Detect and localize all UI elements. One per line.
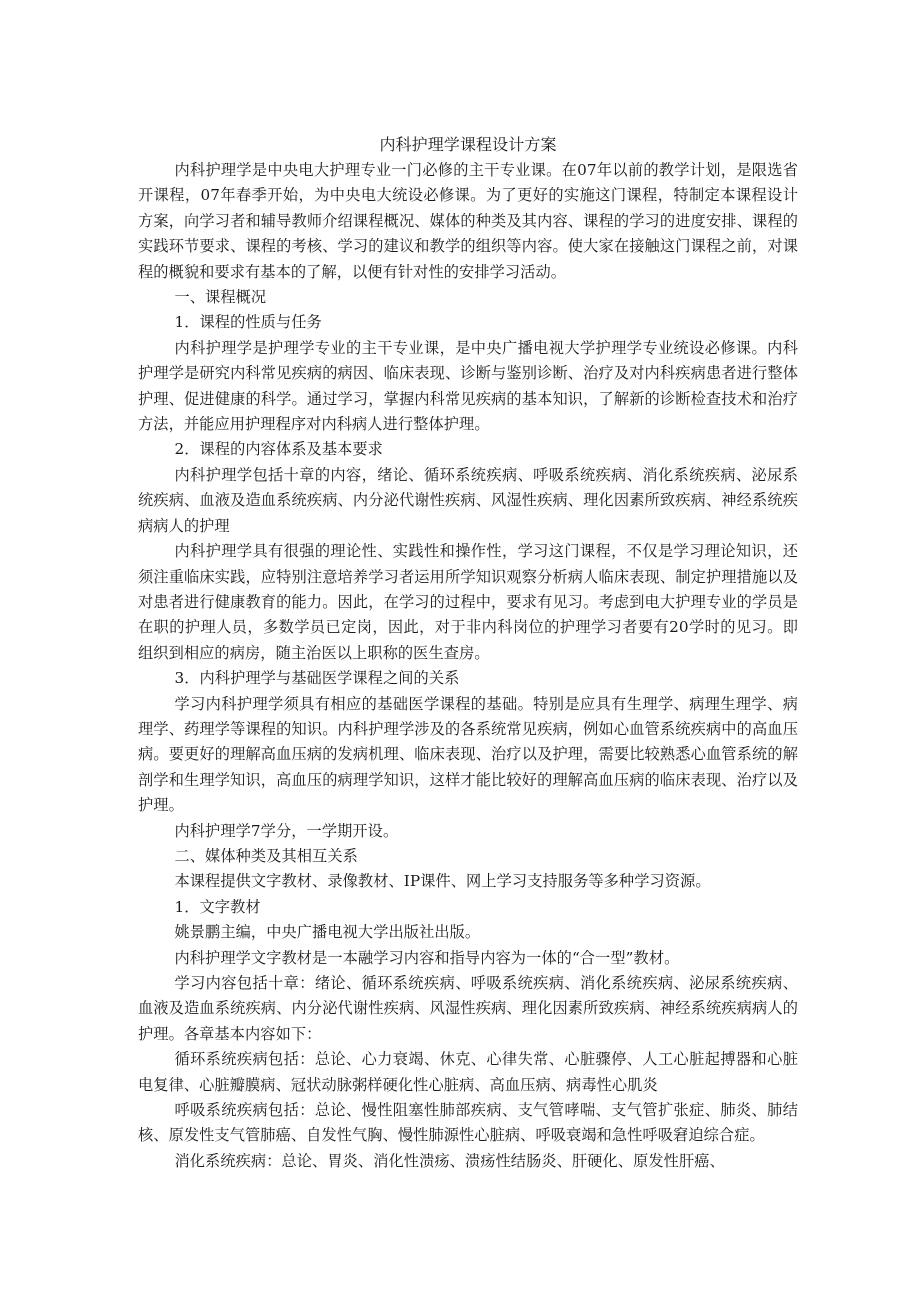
subsection-heading: 3．内科护理学与基础医学课程之间的关系 <box>174 669 460 688</box>
body-paragraph: 学习内容包括十章：绪论、循环系统疾病、呼吸系统疾病、消化系统疾病、泌尿系统疾病、血液及造血系统疾病、内分泌代谢性疾病、风湿性疾病、理化因素所致疾病、神经系统疾病病人的护理。各章基本内容如下： <box>138 974 798 1043</box>
body-paragraph: 内科护理学是护理学专业的主干专业课，是中央广播电视大学护理学专业统设必修课。内科护理学是研究内科常见疾病的病因、临床表现、诊断与鉴别诊断、治疗及对内科疾病患者进行整体护理、促进健康的科学。通过学习，掌握内科常见疾病的基本知识，了解新的诊断检查技术和治疗方法，并能应用护理程序对内科病人进行整体护理。 <box>138 338 798 434</box>
body-paragraph: 内科护理学包括十章的内容，绪论、循环系统疾病、呼吸系统疾病、消化系统疾病、泌尿系统疾病、血液及造血系统疾病、内分泌代谢性疾病、风湿性疾病、理化因素所致疾病、神经系统疾病病人的护理 <box>138 465 798 535</box>
body-paragraph: 本课程提供文字教材、录像教材、IP课件、网上学习支持服务等多种学习资源。 <box>174 872 711 891</box>
body-paragraph: 学习内科护理学须具有相应的基础医学课程的基础。特别是应具有生理学、病理生理学、病理学、药理学等课程的知识。内科护理学涉及的各系统常见疾病，例如心血管系统疾病中的高血压病。要更好的理解高血压病的发病机理、临床表现、治疗以及护理，需要比较熟悉心血管系统的解剖学和生理学知识，高血压的病理学知识，这样才能比较好的理解高血压病的临床表现、治疗以及护理。 <box>138 694 798 815</box>
body-paragraph: 内科护理学文字教材是一本融学习内容和指导内容为一体的“合一型”教材。 <box>174 948 680 967</box>
body-paragraph: 内科护理学具有很强的理论性、实践性和操作性，学习这门课程，不仅是学习理论知识，还须注重临床实践，应特别注意培养学习者运用所学知识观察分析病人临床表现、制定护理措施以及对患者进行健康教育的能力。因此，在学习的过程中，要求有见习。考虑到电大护理专业的学员是在职的护理人员，多数学员已定岗，因此，对于非内科岗位的护理学习者要有20学时的见习。即组织到相应的病房，随主治医以上职称的医生查房。 <box>138 542 798 662</box>
body-paragraph: 姚景鹏主编，中央广播电视大学出版社出版。 <box>174 923 481 942</box>
body-paragraph: 消化系统疾病：总论、胃炎、消化性溃疡、溃疡性结肠炎、肝硬化、原发性肝癌、 <box>174 1151 725 1170</box>
document-title: 内科护理学课程设计方案 <box>379 135 557 154</box>
intro-paragraph: 内科护理学是中央电大护理专业一门必修的主干专业课。在07年以前的教学计划，是限选省开课程，07年春季开始，为中央电大统设必修课。为了更好的实施这门课程，特制定本课程设计方案，向学习者和辅导教师介绍课程概况、媒体的种类及其内容、课程的学习的进度安排、课程的实践环节要求、课程的考核、学习的建议和教学的组织等内容。使大家在接触这门课程之前，对课程的概貌和要求有基本的了解，以便有针对性的安排学习活动。 <box>138 161 798 281</box>
section-heading: 二、媒体种类及其相互关系 <box>174 846 358 865</box>
body-paragraph: 循环系统疾病包括：总论、心力衰竭、休克、心律失常、心脏骤停、人工心脏起搏器和心脏电复律、心脏瓣膜病、冠状动脉粥样硬化性心脏病、高血压病、病毒性心肌炎 <box>138 1050 798 1094</box>
subsection-heading: 1．文字教材 <box>174 897 261 916</box>
subsection-heading: 1．课程的性质与任务 <box>174 313 322 332</box>
body-paragraph: 内科护理学7学分，一学期开设。 <box>174 821 399 840</box>
document-body <box>138 132 798 1174</box>
section-heading: 一、课程概况 <box>174 288 267 307</box>
body-paragraph: 呼吸系统疾病包括：总论、慢性阻塞性肺部疾病、支气管哮喘、支气管扩张症、肺炎、肺结核、原发性支气管肺癌、自发性气胸、慢性肺源性心脏病、呼吸衰竭和急性呼吸窘迫综合症。 <box>138 1101 798 1145</box>
subsection-heading: 2．课程的内容体系及基本要求 <box>174 440 383 459</box>
